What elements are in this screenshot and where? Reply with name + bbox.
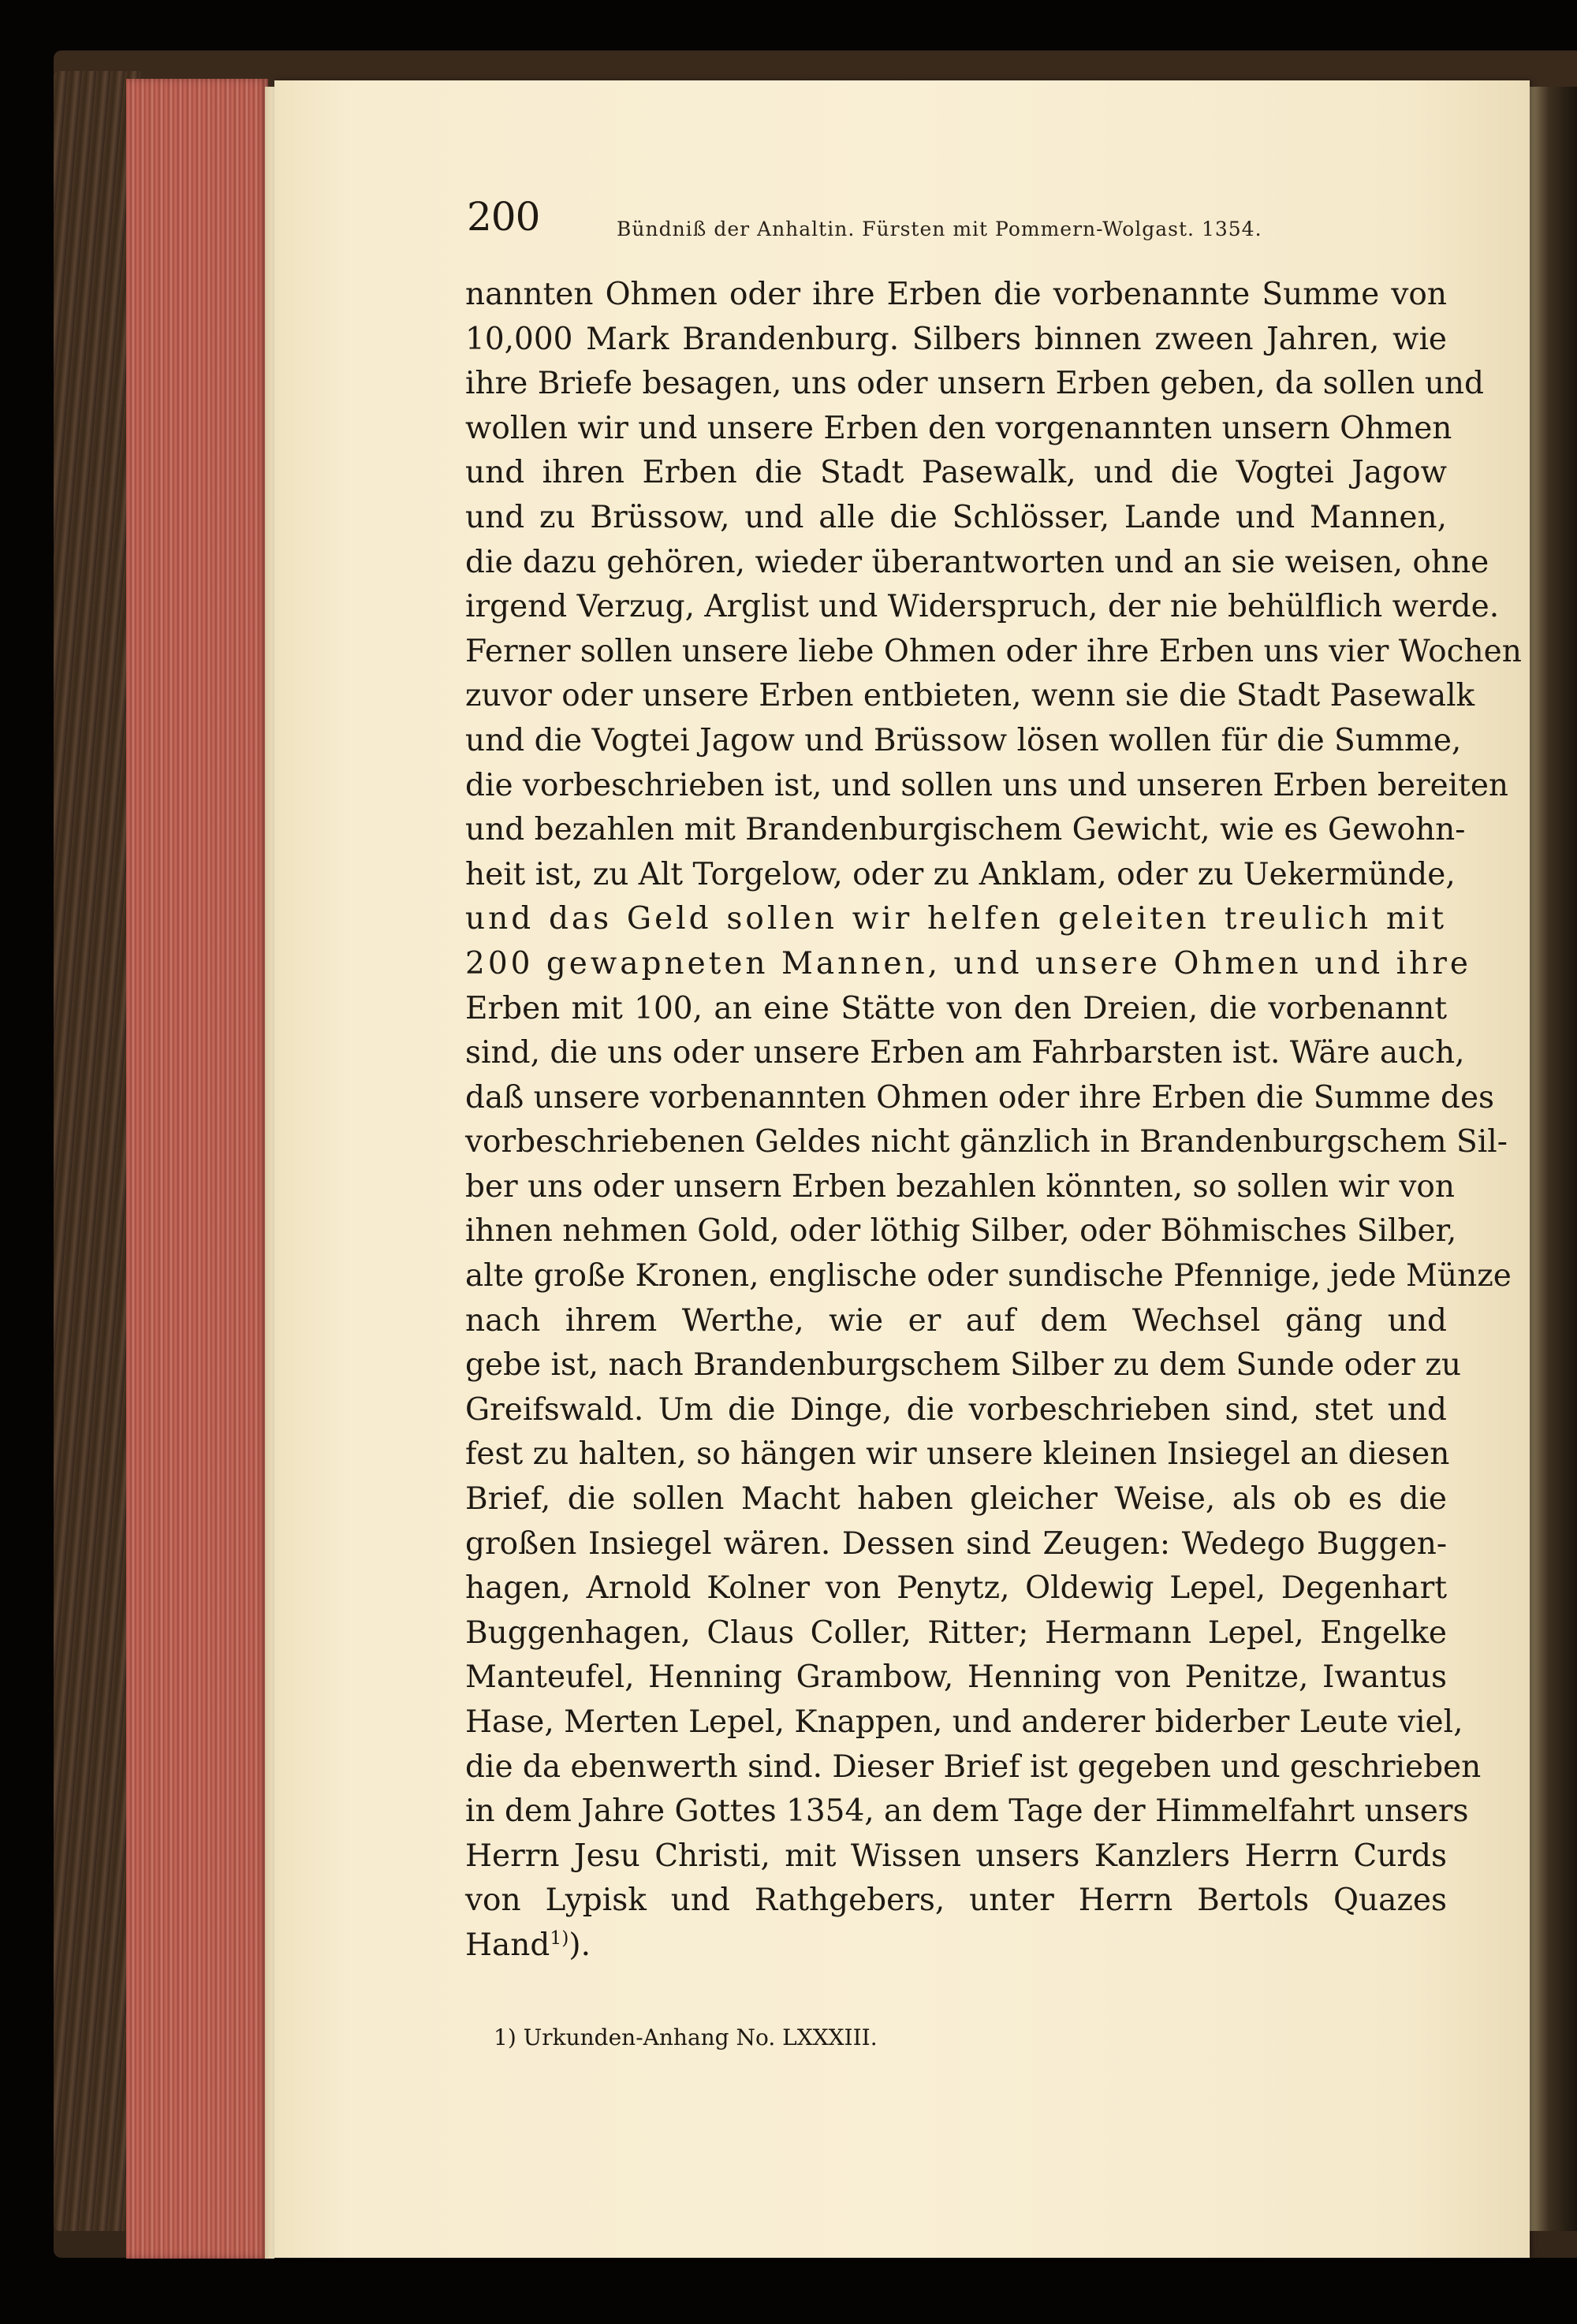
- text-line: irgend Verzug, Arglist und Widerspruch, der nie behülflich werde.: [465, 589, 1500, 625]
- text-line: zuvor oder unsere Erben entbieten, wenn sie die Stadt Pasewalk: [465, 678, 1475, 714]
- text-line: 10,000 Mark Brandenburg. Silbers binnen zween Jahren, wie: [465, 321, 1447, 357]
- text-line: gebe ist, nach Brandenburgschem Silber zu dem Sunde oder zu: [465, 1347, 1461, 1384]
- page-edges: [126, 79, 268, 2259]
- footnote-marker: 1): [494, 2024, 516, 2050]
- text-line: nannten Ohmen oder ihre Erben die vorbenannte Summe von: [465, 277, 1447, 312]
- text-line: Erben mit 100, an eine Stätte von den Dreien, die vorbenannt: [465, 990, 1447, 1026]
- text-line: und das Geld sollen wir helfen geleiten treulich mit: [465, 901, 1447, 937]
- text-line: in dem Jahre Gottes 1354, an dem Tage der Himmelfahrt unsers: [465, 1793, 1469, 1830]
- text-line: hagen, Arnold Kolner von Penytz, Oldewig Lepel, Degenhart: [465, 1570, 1447, 1607]
- footnote: [494, 2024, 878, 2050]
- text-line: die dazu gehören, wieder überantworten und an sie weisen, ohne: [465, 544, 1489, 580]
- text-line: sind, die uns oder unsere Erben am Fahrbarsten ist. Wäre auch,: [465, 1035, 1465, 1071]
- text-line: fest zu halten, so hängen wir unsere kleinen Insiegel an diesen: [465, 1436, 1450, 1473]
- text-line: und ihren Erben die Stadt Pasewalk, und die Vogtei Jagow: [465, 455, 1447, 491]
- text-line: Manteufel, Henning Grambow, Henning von Penitze, Iwantus: [465, 1659, 1447, 1696]
- text-line: Buggenhagen, Claus Coller, Ritter; Hermann Lepel, Engelke: [465, 1615, 1447, 1651]
- page-header: [467, 194, 1445, 249]
- text-line: und zu Brüssow, und alle die Schlösser, Lande und Mannen,: [465, 499, 1447, 535]
- text-line: und die Vogtei Jagow und Brüssow lösen wollen für die Summe,: [465, 722, 1462, 758]
- text-line: 200 gewapneten Mannen, und unsere Ohmen und ihre: [465, 945, 1471, 981]
- text-line: heit ist, zu Alt Torgelow, oder zu Anklam, oder zu Uekermünde,: [465, 856, 1456, 892]
- text-line: Hase, Merten Lepel, Knappen, und anderer biderber Leute viel,: [465, 1704, 1463, 1740]
- footnote-text: Urkunden-Anhang No. LXXXIII.: [523, 2024, 878, 2050]
- text-line: wollen wir und unsere Erben den vorgenannten unsern Ohmen: [465, 410, 1452, 446]
- page-number: 200: [467, 194, 540, 240]
- text-line: und bezahlen mit Brandenburgischem Gewicht, wie es Gewohn-: [465, 812, 1466, 848]
- text-line: nach ihrem Werthe, wie er auf dem Wechsel gäng und: [465, 1302, 1447, 1339]
- text-line: Brief, die sollen Macht haben gleicher Weise, als ob es die: [465, 1481, 1447, 1518]
- text-line: großen Insiegel wären. Dessen sind Zeugen: Wedego Buggen-: [465, 1525, 1447, 1562]
- text-line: ber uns oder unsern Erben bezahlen könnten, so sollen wir von: [465, 1168, 1455, 1205]
- page-fold: [265, 87, 274, 2259]
- text-line: vorbeschriebenen Geldes nicht gänzlich in Brandenburgschem Sil-: [465, 1124, 1508, 1160]
- text-line: alte große Kronen, englische oder sundische Pfennige, jede Münze: [465, 1258, 1512, 1294]
- footnote-reference[interactable]: 1): [550, 1926, 569, 1949]
- text-line: daß unsere vorbenannten Ohmen oder ihre Erben die Summe des: [465, 1079, 1495, 1115]
- text-line-end: Hand: [465, 1927, 550, 1963]
- text-line: Greifswald. Um die Dinge, die vorbeschrieben sind, stet und: [465, 1391, 1447, 1428]
- right-page-edge: [1530, 87, 1577, 2231]
- text-line-end-punct: ).: [569, 1927, 591, 1963]
- running-head: Bündniß der Anhaltin. Fürsten mit Pommern-Wolgast. 1354.: [617, 218, 1262, 240]
- text-line: Herrn Jesu Christi, mit Wissen unsers Kanzlers Herrn Curds: [465, 1838, 1447, 1874]
- text-line-last: [465, 1924, 1447, 1968]
- text-line: ihnen nehmen Gold, oder löthig Silber, oder Böhmisches Silber,: [465, 1213, 1457, 1250]
- text-line: Ferner sollen unsere liebe Ohmen oder ihre Erben uns vier Wochen: [465, 633, 1522, 669]
- text-line: von Lypisk und Rathgebers, unter Herrn Bertols Quazes: [465, 1883, 1447, 1919]
- body-text: [465, 273, 1522, 1968]
- text-line: die da ebenwerth sind. Dieser Brief ist gegeben und geschrieben: [465, 1749, 1482, 1785]
- text-line: ihre Briefe besagen, uns oder unsern Erben geben, da sollen und: [465, 366, 1484, 402]
- footnote-divider: [465, 2012, 1447, 2013]
- text-line: die vorbeschrieben ist, und sollen uns und unseren Erben bereiten: [465, 767, 1509, 803]
